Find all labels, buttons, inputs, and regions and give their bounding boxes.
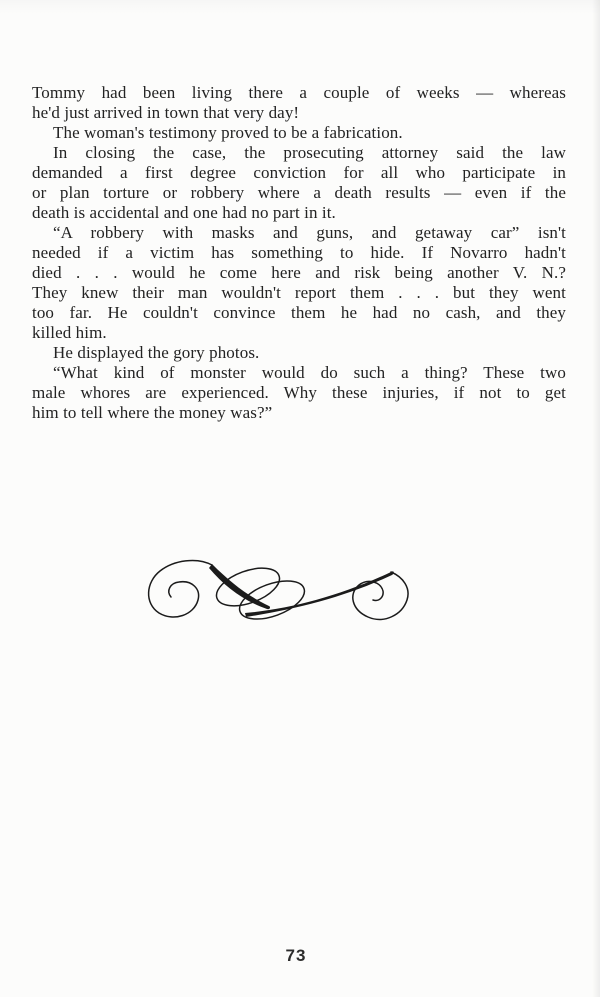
text-line: He displayed the gory photos. xyxy=(53,343,260,362)
page-number: 73 xyxy=(285,946,307,965)
text-line: or plan torture or robbery where a death results — even if the xyxy=(32,183,566,202)
flourish-loop-1 xyxy=(212,561,285,614)
text-line: killed him. xyxy=(32,323,107,342)
text-line: They knew their man wouldn't report them . . . but they went xyxy=(32,283,566,302)
text-line: death is accidental and one had no part in it. xyxy=(32,203,336,222)
text-line: him to tell where the money was?” xyxy=(32,403,273,422)
text-line: he'd just arrived in town that very day! xyxy=(32,103,300,122)
text-line: male whores are experienced. Why these injuries, if not to get xyxy=(32,383,566,402)
calligraphic-flourish-ornament xyxy=(145,556,415,636)
flourish-loop-2 xyxy=(235,573,310,626)
text-line: too far. He couldn't convince them he had no cash, and they xyxy=(32,303,566,322)
text-line: “What kind of monster would do such a thing? These two xyxy=(53,363,566,382)
text-line: The woman's testimony proved to be a fabrication. xyxy=(53,123,403,142)
text-line: Tommy had been living there a couple of weeks — whereas xyxy=(32,83,566,102)
text-line: “A robbery with masks and guns, and getaway car” isn't xyxy=(53,223,566,242)
text-block xyxy=(32,83,566,423)
text-line: died . . . would he come here and risk being another V. N.? xyxy=(32,263,566,282)
text-line: demanded a first degree conviction for all who participate in xyxy=(32,163,566,182)
flourish-left-spiral xyxy=(149,560,212,617)
text-line: In closing the case, the prosecuting attorney said the law xyxy=(53,143,566,162)
text-line: needed if a victim has something to hide. If Novarro hadn't xyxy=(32,243,566,262)
